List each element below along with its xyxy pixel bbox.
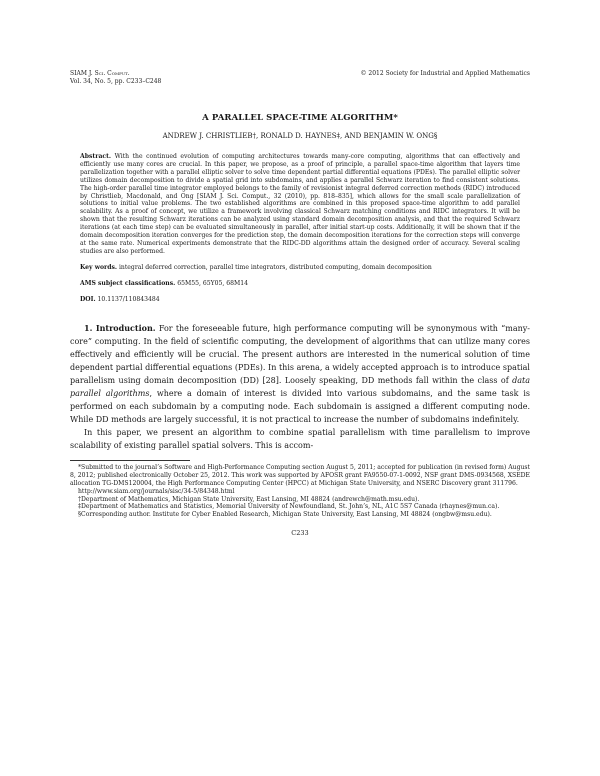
paper-page bbox=[70, 70, 530, 537]
doi-value: 10.1137/110843484 bbox=[97, 295, 160, 303]
intro-paragraph-2: In this paper, we present an algorithm to combine spatial parallelism with time parallelism to improve scalability of existing parallel spatial solvers. This is accom- bbox=[70, 428, 530, 451]
paper-title: A PARALLEL SPACE-TIME ALGORITHM* bbox=[202, 113, 398, 123]
footnote-author-1: †Department of Mathematics, Michigan State University, East Lansing, MI 48824 (andrewch@math.msu.edu). bbox=[78, 495, 420, 503]
footnotes bbox=[70, 464, 530, 519]
abstract-text: With the continued evolution of computing architectures towards many-core computing, algorithms that can effectively and efficiently use many cores are crucial. In this paper, we propose, as a proof of principle, a parallel space-time algorithm that layers time parallelization together with a parallel elliptic solver to solve time dependent partial differential equations (PDEs). The parallel elliptic solver utilizes domain decomposition to divide a spatial grid into subdomains, and applies a parallel Schwarz iteration to find consistent solutions. The high-order parallel time integrator employed belongs to the family of revisionist integral deferred correction methods (RIDC) introduced by Christlieb, Macdonald, and Ong [SIAM J. Sci. Comput., 32 (2010), pp. 818–835], which allows for the small scale parallelization of solutions to initial value problems. The two established algorithms are combined in this proposed space-time algorithm to add parallel scalability. As a proof of concept, we utilize a framework involving classical Schwarz matching conditions and RIDC integrators. It will be shown that the resulting Schwarz iterations can be analyzed using standard domain decomposition analysis, and that the required Schwarz iterations (at each time step) can be evaluated simultaneously in parallel, after initial start-up costs. Additionally, it will be shown that if the domain decomposition iteration converges for the prediction step, the domain decomposition iterations for the correction steps will converge at the same rate. Numerical experiments demonstrate that the RIDC-DD algorithms attain the designed order of accuracy. Several scaling studies are also performed. bbox=[80, 153, 521, 255]
keywords-label: Key words. bbox=[80, 263, 118, 271]
introduction-section bbox=[70, 322, 530, 453]
footnote-submission: *Submitted to the journal’s Software and High-Performance Computing section August 5, 2011; accepted for publication (in revised form) August 8, 2012; published electronically October 25, 2012. This work was supported by AFOSR grant FA9550-07-1-0092, NSF grant DMS-0934568, XSEDE allocation TG-DMS120004, the High Performance Computing Center (HPCC) at Michigan State University, and NSERC Discovery grant 311796. bbox=[70, 464, 530, 488]
journal-info bbox=[70, 70, 161, 86]
intro-emphasis: data parallel algorithms bbox=[70, 375, 531, 398]
copyright-notice: © 2012 Society for Industrial and Applied Mathematics bbox=[360, 70, 530, 77]
abstract bbox=[80, 153, 520, 256]
page-number: C233 bbox=[291, 529, 309, 538]
doi bbox=[80, 296, 520, 304]
keywords bbox=[80, 264, 520, 272]
section-heading: 1. Introduction. bbox=[84, 322, 156, 333]
footnote-url: http://www.siam.org/journals/sisc/34-5/84348.html bbox=[78, 487, 235, 495]
journal-name: SIAM J. Sci. Comput. bbox=[70, 70, 130, 77]
footnote-rule bbox=[70, 460, 190, 461]
author-list: ANDREW J. CHRISTLIEB†, RONALD D. HAYNES‡, AND BENJAMIN W. ONG§ bbox=[162, 132, 438, 140]
intro-paragraph-1 bbox=[70, 322, 530, 427]
intro-text-a: For the foreseeable future, high performance computing will be synonymous with “many-core” computing. In the field of scientific computing, the development of algorithms that can utilize many cores effectively and efficiently will be crucial. The present authors are interested in the numerical solution of time dependent partial differential equations (PDEs). In this arena, a widely accepted approach is to introduce spatial parallelism using domain decomposition (DD) [28]. Loosely speaking, DD methods fall within the class of bbox=[70, 323, 530, 385]
running-header bbox=[70, 70, 530, 86]
keywords-text: integral deferred correction, parallel time integrators, distributed computing, domain decomposition bbox=[118, 263, 432, 271]
ams-codes: 65M55, 65Y05, 68M14 bbox=[177, 279, 248, 287]
footnote-author-2: ‡Department of Mathematics and Statistics, Memorial University of Newfoundland, St. John’s, NL, A1C 5S7 Canada (rhaynes@mun.ca). bbox=[78, 503, 500, 511]
footnote-author-3: §Corresponding author. Institute for Cyber Enabled Research, Michigan State University, East Lansing, MI 48824 (ongbw@msu.edu). bbox=[78, 511, 492, 519]
intro-text-b: , where a domain of interest is divided into various subdomains, and the same task is performed on each subdomain by a computing node. Each subdomain is assigned a different computing node. While DD methods are largely successful, it is not practical to increase the number of subdomains indefinitely. bbox=[70, 388, 530, 425]
ams-classifications bbox=[80, 280, 520, 288]
doi-label: DOI. bbox=[80, 295, 96, 303]
abstract-label: Abstract. bbox=[80, 153, 112, 160]
volume-info: Vol. 34, No. 5, pp. C233–C248 bbox=[70, 78, 162, 85]
ams-label: AMS subject classifications. bbox=[80, 279, 176, 287]
